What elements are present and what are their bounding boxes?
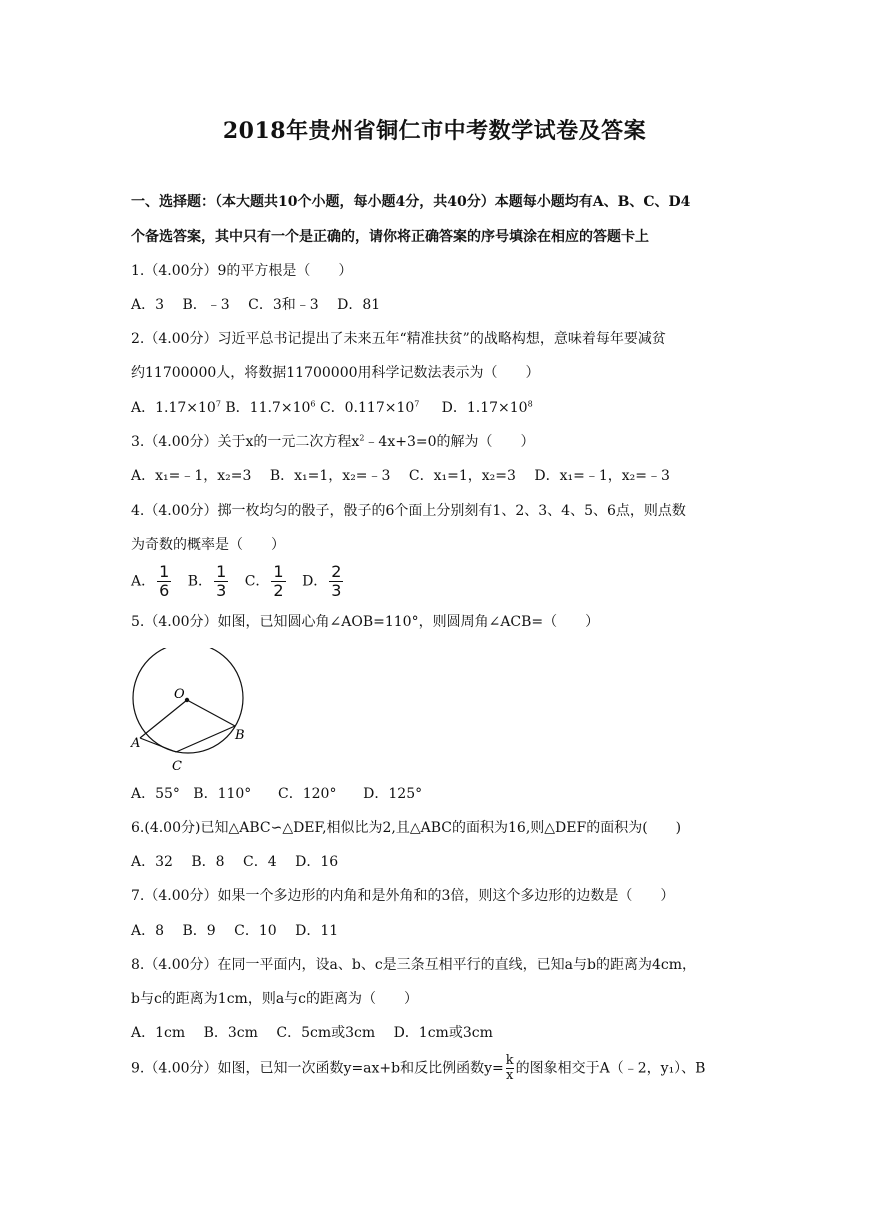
q6-stem: 6.(4.00分)已知△ABC∽△DEF,相似比为2,且△ABC的面积为16,则△DEF的面积为( ) [131,820,682,836]
q3-option-d: D．x₁=﹣1，x₂=﹣3 [534,468,670,484]
q4-stem-line2: 为奇数的概率是（ ） [131,537,285,553]
q6-option-d: D．16 [295,854,339,870]
q9-stem: 9.（4.00分）如图，已知一次函数y=ax+b和反比例函数y= $\frac{k}{x}$ 的图象相交于A（﹣2，y₁）、B [131,1053,706,1083]
q2-option-b: B．$11.7\times 10^6$ [225,399,316,416]
q5-option-a: A．55° [131,786,180,802]
q2-stem-line1: 2.（4.00分）习近平总书记提出了未来五年“精准扶贫”的战略构想，意味着每年要减贫 [131,331,666,347]
q1-option-a: A．3 [131,297,165,313]
label-c: C [172,759,182,773]
q6-option-b: B．8 [191,854,225,870]
q7-option-b: B．9 [182,923,216,939]
q5-option-c: C．120° [278,786,337,802]
q2-stem-line2: 约11700000人，将数据11700000用科学记数法表示为（ ） [131,365,540,381]
q1-option-b: B．﹣3 [182,297,230,313]
q4-option-c: C． $\frac{1}{2}$ [244,562,284,600]
q1-stem: 1.（4.00分）9的平方根是（ ） [131,263,353,279]
q8-option-c: C．5cm或3cm [276,1025,376,1041]
q8-options [131,1024,507,1042]
q2-option-d: D．$1.17\times 10^8$ [441,399,533,416]
q5-stem: 5.（4.00分）如图，已知圆心角∠AOB=110°，则圆周角∠ACB=（ ） [131,614,600,630]
q8-option-a: A．1cm [131,1025,186,1041]
q5-options [131,785,422,803]
q3-option-a: A．x₁=﹣1，x₂=3 [131,468,252,484]
q6-option-a: A．32 [131,854,173,870]
q7-options [131,922,352,940]
label-o: O [174,687,185,702]
q5-option-d: D．125° [363,786,423,802]
q4-stem-line1: 4.（4.00分）掷一枚均匀的骰子，骰子的6个面上分别刻有1、2、3、4、5、6点，则点数 [131,503,686,519]
label-a: A [131,736,141,751]
q8-option-d: D．1cm或3cm [393,1025,493,1041]
label-b: B [235,728,245,743]
section-heading-line2: 个备选答案，其中只有一个是正确的，请你将正确答案的序号填涂在相应的答题卡上 [131,229,649,245]
q7-option-c: C．10 [234,923,277,939]
q4-option-b: B． $\frac{1}{3}$ [187,562,227,600]
page-title: 2018年贵州省铜仁市中考数学试卷及答案 [222,118,647,144]
q3-option-c: C．x₁=1，x₂=3 [408,468,516,484]
q4-options [131,563,355,600]
q2-options [131,399,533,417]
q9-fraction: $\frac{k}{x}$ [505,1053,514,1083]
q3-options [131,467,684,485]
q4-option-d: D． $\frac{2}{3}$ [302,562,342,600]
q6-option-c: C．4 [243,854,277,870]
q2-option-c: C．$0.117\times 10^7$ [319,399,420,416]
circle-angle-figure [128,648,253,773]
q7-option-a: A．8 [131,923,165,939]
q1-option-d: D．81 [337,297,381,313]
q4-option-a: A． $\frac{1}{6}$ [131,562,170,600]
q1-options [131,296,394,314]
q7-option-d: D．11 [295,923,339,939]
section-heading-line1: 一、选择题：（本大题共10个小题，每小题4分，共40分）本题每小题均有A、B、C、D4 [131,194,691,210]
q7-stem: 7.（4.00分）如果一个多边形的内角和是外角和的3倍，则这个多边形的边数是（ ） [131,888,675,904]
q8-stem-line1: 8.（4.00分）在同一平面内，设a、b、c是三条互相平行的直线，已知a与b的距离为4cm， [131,957,697,973]
q5-option-b: B．110° [193,786,252,802]
q8-option-b: B．3cm [203,1025,258,1041]
q3-stem: 3.（4.00分）关于x的一元二次方程$x^2﹣4x+3=0$的解为（ ） [131,433,535,450]
q6-options [131,853,352,871]
q2-option-a: A．$1.17\times 10^7$ [131,399,221,416]
q8-stem-line2: b与c的距离为1cm，则a与c的距离为（ ） [131,991,419,1007]
q3-option-b: B．x₁=1，x₂=﹣3 [269,468,391,484]
q1-option-c: C．3和﹣3 [248,297,319,313]
